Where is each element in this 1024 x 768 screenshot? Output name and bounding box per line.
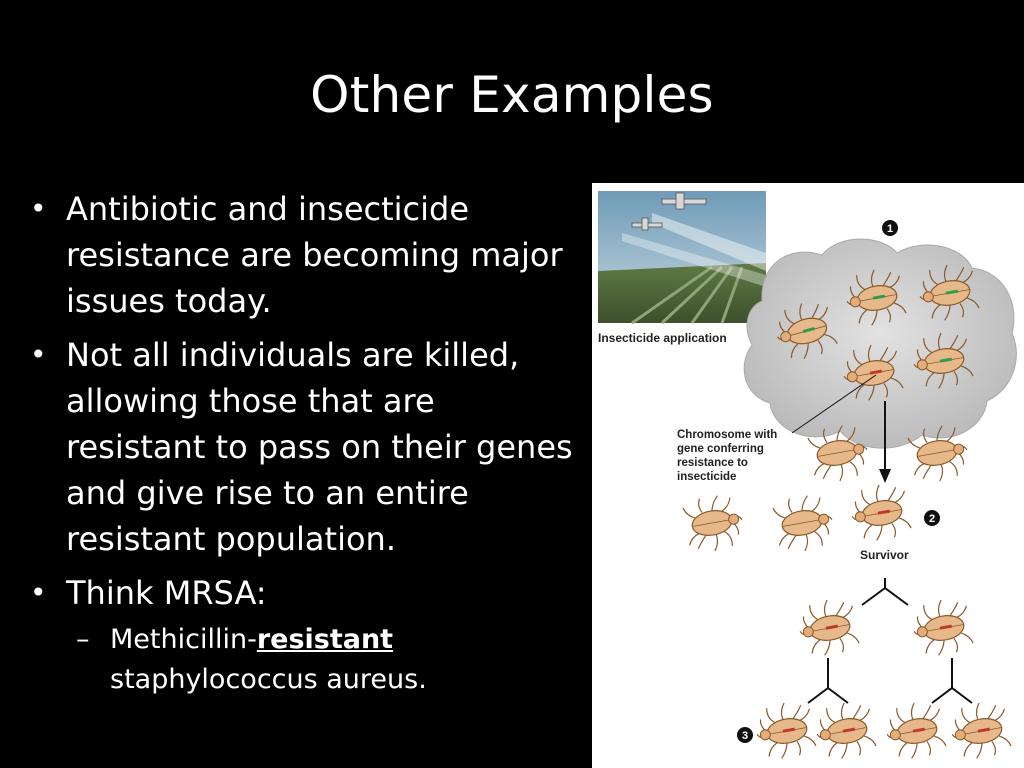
bullet-dot-icon: • [30,338,47,371]
step-number-2 [924,510,940,526]
bullet-item [26,332,576,562]
svg-text:2: 2 [928,513,936,525]
survivor-label: Survivor [860,548,909,562]
step-number-1 [882,220,898,236]
bullet-dot-icon: • [30,576,47,609]
bullet-list [26,186,576,708]
insecticide-resistance-figure [592,183,1024,768]
sub-bullet-prefix: Methicillin- [110,624,257,655]
bullet-text: Antibiotic and insecticide resistance are becoming major issues today. [66,190,563,320]
svg-text:1: 1 [886,223,894,235]
branch-arrows [808,578,972,703]
svg-text:resistance to: resistance to [677,457,748,469]
svg-text:Chromosome with: Chromosome with [677,429,778,441]
svg-text:gene conferring: gene conferring [677,443,764,455]
dash-icon: – [76,624,90,655]
spray-cloud [744,239,1016,448]
svg-text:insecticide: insecticide [677,471,737,483]
beetle-group-generation-2 [796,596,975,659]
crop-duster-photo [598,191,766,323]
bullet-item [26,186,576,324]
sub-bullet-list [66,620,576,700]
svg-text:3: 3 [741,730,749,742]
slide-title: Other Examples [310,66,714,124]
survivor-beetle [848,481,913,544]
step-number-3 [737,727,753,743]
sub-bullet-item [66,620,576,700]
sub-bullet-suffix: staphylococcus aureus. [110,664,427,695]
bullet-dot-icon: • [30,192,47,225]
bullet-item [26,570,576,700]
bullet-text: Not all individuals are killed, allowing those that are resistant to pass on their genes and give rise to an entire resistant population. [66,336,573,558]
bullet-text: Think MRSA: [66,574,267,612]
beetle-group-generation-3 [753,699,1013,762]
figure-svg [592,183,1024,768]
photo-caption: Insecticide application [598,331,727,345]
sub-bullet-emphasis: resistant [256,624,394,655]
